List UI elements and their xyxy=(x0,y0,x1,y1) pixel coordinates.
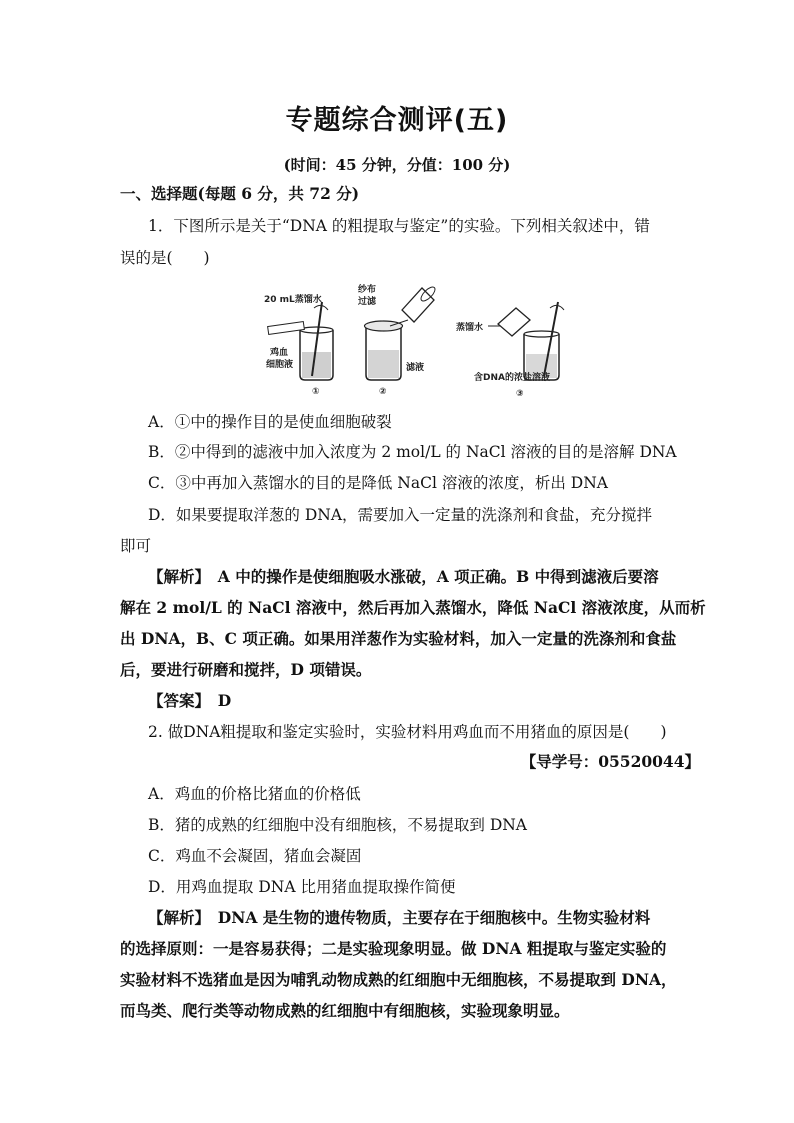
q2-option-d: D．用鸡血提取 DNA 比用猪血提取操作简便 xyxy=(148,878,456,896)
q1-option-b: B．②中得到的滤液中加入浓度为 2 mol/L 的 NaCl 溶液的目的是溶解 DNA xyxy=(148,443,677,461)
analysis-tag: 【解析】 xyxy=(148,567,203,586)
q1-option-c: C．③中再加入蒸馏水的目的是降低 NaCl 溶液的浓度，析出 DNA xyxy=(148,474,608,492)
q1-answer xyxy=(148,691,675,711)
answer-value: D xyxy=(202,691,232,710)
q2-guide-number: 【导学号：05520044】 xyxy=(520,752,700,771)
q1-analysis-line1 xyxy=(148,567,675,587)
q1-analysis-line2: 解在 2 mol/L 的 NaCl 溶液中，然后再加入蒸馏水，降低 NaCl 溶液浓度，从而析 xyxy=(120,598,706,617)
answer-tag: 【答案】 xyxy=(148,691,203,710)
label-gauze: 纱布 xyxy=(358,285,377,295)
label-cell-fluid: 细胞液 xyxy=(266,360,294,370)
figure-num-1: ① xyxy=(312,387,320,397)
section-heading: 一、选择题(每题 6 分，共 72 分) xyxy=(120,184,360,203)
dna-experiment-figure xyxy=(262,280,580,400)
q1-analysis-line4: 后，要进行研磨和搅拌，D 项错误。 xyxy=(120,660,372,679)
q2-option-c: C．鸡血不会凝固，猪血会凝固 xyxy=(148,847,362,865)
label-filter: 过滤 xyxy=(358,297,377,307)
q2-stem: 2. 做DNA粗提取和鉴定实验时，实验材料用鸡血而不用猪血的原因是( ) xyxy=(148,723,667,741)
label-filtrate: 滤液 xyxy=(406,363,425,373)
q2-analysis-line4: 而鸟类、爬行类等动物成熟的红细胞中有细胞核，实验现象明显。 xyxy=(120,1001,570,1020)
page-title: 专题综合测评(五) xyxy=(285,105,509,136)
q1-option-a: A．①中的操作目的是使血细胞破裂 xyxy=(148,413,392,431)
q1-option-d-cont: 即可 xyxy=(120,537,152,555)
analysis-text: DNA 是生物的遗传物质，主要存在于细胞核中。生物实验材料 xyxy=(202,908,651,927)
q2-analysis-line1 xyxy=(148,908,675,928)
q2-option-a: A．鸡血的价格比猪血的价格低 xyxy=(148,785,361,803)
analysis-text: A 中的操作是使细胞吸水涨破，A 项正确。B 中得到滤液后要溶 xyxy=(202,567,659,586)
q2-analysis-line3: 实验材料不选猪血是因为哺乳动物成熟的红细胞中无细胞核，不易提取到 DNA， xyxy=(120,970,677,989)
figure-num-2: ② xyxy=(379,387,387,397)
q1-analysis-line3: 出 DNA，B、C 项正确。如果用洋葱作为实验材料，加入一定量的洗涤剂和食盐 xyxy=(120,629,677,648)
label-dna-salt-solution: 含DNA的浓盐溶液 xyxy=(474,373,550,383)
label-chicken-blood: 鸡血 xyxy=(270,348,289,358)
q2-analysis-line2: 的选择原则：一是容易获得；二是实验现象明显。做 DNA 粗提取与鉴定实验的 xyxy=(120,939,667,958)
label-20ml-water: 20 mL蒸馏水 xyxy=(264,295,322,305)
exam-info: (时间：45 分钟，分值：100 分) xyxy=(283,156,511,174)
q1-option-d: D．如果要提取洋葱的 DNA，需要加入一定量的洗涤剂和食盐，充分搅拌 xyxy=(148,506,653,524)
beaker-3 xyxy=(488,302,564,380)
label-distilled-water: 蒸馏水 xyxy=(456,323,484,333)
figure-num-3: ③ xyxy=(516,389,524,399)
q1-stem-line1: 1．下图所示是关于“DNA 的粗提取与鉴定”的实验。下列相关叙述中，错 xyxy=(148,217,650,235)
q1-stem-line2: 误的是( ) xyxy=(120,249,210,267)
analysis-tag: 【解析】 xyxy=(148,908,203,927)
q2-option-b: B．猪的成熟的红细胞中没有细胞核，不易提取到 DNA xyxy=(148,816,528,834)
